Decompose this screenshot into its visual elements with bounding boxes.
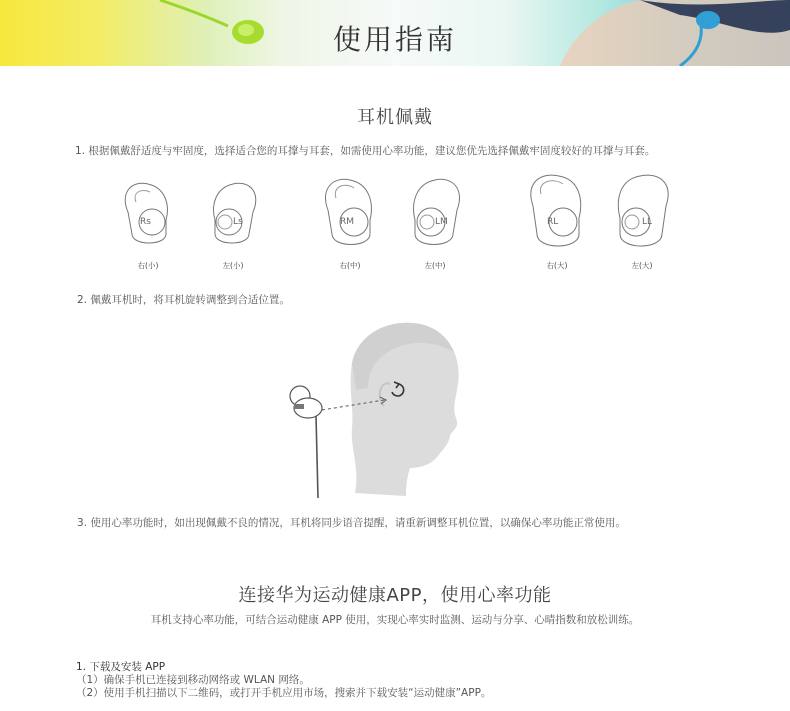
app-section-subtitle: 耳机支持心率功能，可结合运动健康 APP 使用，实现心率实时监测、运动与分享、心晴指数和放松训练。	[150, 614, 640, 626]
wearing-step-2: 2. 佩戴耳机时，将耳机旋转调整到合适位置。	[77, 294, 290, 306]
ear-tip-mark: LM	[435, 217, 448, 227]
app-step-1a: （1）确保手机已连接到移动网络或 WLAN 网络。	[76, 674, 310, 686]
ear-tip-gallery	[0, 172, 790, 272]
banner-title: 使用指南	[332, 23, 457, 56]
earbud-cable	[316, 416, 318, 498]
header-banner	[0, 0, 790, 66]
app-section-title: 连接华为运动健康APP，使用心率功能	[238, 585, 552, 606]
ear-tip-left-large	[612, 172, 672, 270]
ear-tip-label: 左(中)	[424, 261, 446, 270]
ear-tip-right-small	[118, 172, 178, 270]
ear-tip-mark: Ls	[233, 217, 243, 227]
wearing-illustration	[280, 318, 480, 498]
app-step-1b: （2）使用手机扫描以下二维码，或打开手机应用市场，搜索并下载安装“运动健康”APP。	[76, 687, 492, 699]
ear-tip-label: 左(大)	[631, 261, 653, 270]
ear-tip-label: 左(小)	[222, 261, 244, 270]
wearing-step-1: 1. 根据佩戴舒适度与牢固度，选择适合您的耳撑与耳套，如需使用心率功能，建议您优先选择佩戴牢固度较好的耳撑与耳套。	[75, 145, 656, 157]
ear-tip-left-medium	[405, 172, 465, 270]
ear-tip-mark: Rs	[140, 217, 151, 227]
ear-tip-mark: LL	[642, 217, 653, 227]
wearing-section-title: 耳机佩戴	[357, 107, 433, 128]
ear-tip-mark: RM	[340, 217, 355, 227]
wearing-step-3: 3. 使用心率功能时，如出现佩戴不良的情况，耳机将同步语音提醒，请重新调整耳机位置，以确保心率功能正常使用。	[77, 517, 626, 529]
ear-tip-mark: RL	[547, 217, 559, 227]
app-step-1-title: 1. 下载及安装 APP	[76, 661, 166, 673]
ear-tip-label: 右(中)	[339, 261, 361, 270]
ear-tip-label: 右(大)	[546, 261, 568, 270]
ear-tip-left-small	[203, 172, 263, 270]
ear-tip-right-medium	[320, 172, 380, 270]
ear-tip-right-large	[527, 172, 587, 270]
ear-tip-label: 右(小)	[137, 261, 159, 270]
